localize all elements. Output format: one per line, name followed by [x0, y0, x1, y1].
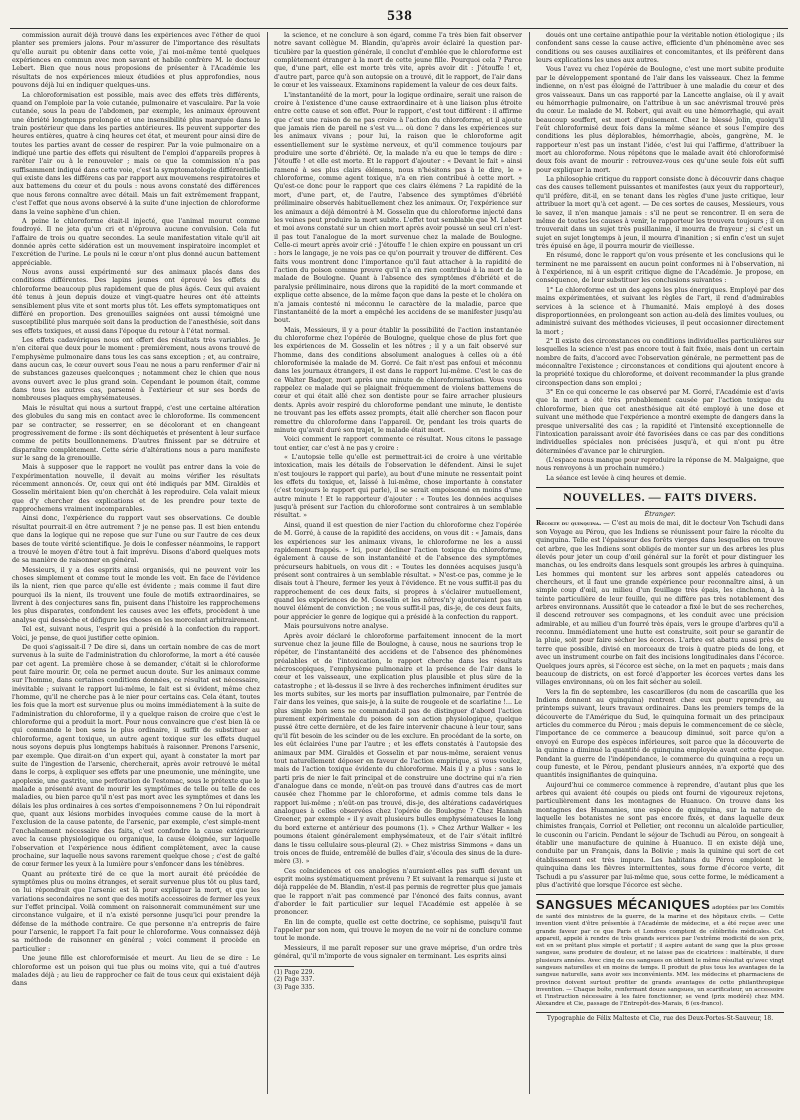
column-divider	[267, 32, 268, 1094]
article-paragraph: La philosophie critique du rapport consiste donc à découvrir dans chaque cas des causes tellement puissantes et manifestes (aux yeux du rapporteur), qu'il préfère, dit-il, en se tenant dans les règles d'une juste critique, leur attribuer la mort qu'à cet agent. — De ces sortes de causes, Messieurs, vous le savez, il n'en manque jamais : s'il ne peut se rencontrer. Il en sera de même de toutes les causes à venir, le rapporteur les trouvera toujours ; il en trouverait dans un sujet très pusillanime, il mourra de frayeur ; si c'est un sujet en sujet longtemps à jeun, il mourra d'inanition ; si enfin c'est un sujet très épuisé en âge, il pourra mourir de vieillesse.	[536, 176, 784, 250]
column-middle-text	[274, 32, 522, 962]
article-paragraph: Nous avons aussi expérimenté sur des animaux placés dans des conditions différentes. Des lapins jeunes ont éprouvé les effets du chloroforme beaucoup plus rapidement que de plus âgés. Ceux qui avaient été tenus à jeun depuis douze et vingt-quatre heures ont été atteints sensiblement plus vite et sont morts plus tôt. Les effets symptomatiques ont différé en proportion. Des grenouilles saignées ont aussi témoigné une susceptibilité plus marquée soit dans la production de l'anesthésie, soit dans ses effets toxiques, et aussi dans l'époque du retour à l'état normal.	[12, 269, 260, 335]
article-paragraph: Quant au prétexte tiré de ce que la mort aurait été précédée de symptômes plus ou moins étranges, et serait survenue plus tôt ou plus tard, on lui répondrait que l'arsenic est là pour expliquer la mort, et que les variations secondaires ne sont que des motifs accessoires de fermer les yeux sur l'effet principal. Voilà comment on raisonnerait communément sur une circonstance vulgaire, et il n'a existé personne jusqu'ici pour prendre la défense de la méthode contraire. Ce que personne n'a entrepris de faire pour l'arsenic, le rapport l'a fait pour le chloroforme. Vous connaissez déjà sa méthode de raisonner en général ; voici comment il procède en particulier :	[12, 870, 260, 953]
advertisement	[536, 894, 784, 1008]
article-paragraph: « L'autopsie telle qu'elle est permettrait-ici de croire à une véritable intoxication, mais les détails de l'observation le défendent. Ainsi le sujet n'est toujours le rapport qui parle), au bout d'une minute ne ressentait point les effets du toxique, et, laissé à lui-même, chose importante à constater (c'est toujours le rapport qui parle), il se serait empoisonné en moins d'une autre minute ! Et le rapporteur d'ajouter : « Toutes les données acquises jusqu'à présent sur l'action du chloroforme sont contraires à un semblable résultat. »	[274, 453, 522, 520]
article-paragraph: Ainsi, quand il est question de nier l'action du chloroforme chez l'opérée de M. Gorré, à cause de la rapidité des accidens, on vous dit : « Jamais, dans les expériences sur les animaux vivans, le chloroforme ne les a aussi rapidement frappés. » Ici, pour décliner l'action toxique du chloroforme, également à cause de son instantanéité et de l'absence des symptômes précurseurs habituels, on vous dit : « Toutes les données acquises jusqu'à présent sont contraires à un semblable résultat. » N'est-ce pas, comme je le disais tout à l'heure, fermer les yeux à l'évidence. Et ne vous suffit-il pas du rapprochement de ces deux faits, si propres à s'éclairer mutuellement, quand les expériences de M. Gosselin et les nôtres'n'y ajouteraient pas un nouvel élément de conviction ; ne vous suffit-il pas, dis-je, de ces deux faits, pour apprécier le genre de logique qui a présidé à la confection du rapport.	[274, 521, 522, 621]
column-divider	[529, 32, 530, 1094]
news-section-subtitle: Étranger.	[644, 509, 676, 518]
article-paragraph: 2° Il existe des circonstances ou conditions individuelles particulières sur lesquelles la science n'est pas encore tout à fait fixée, mais dont un certain nombre de faits, d'accord avec l'observation générale, ne permettent pas de méconnaître l'existence ; circonstances et conditions qui ajoutent encore à la propriété toxique du chloroforme, et doivent recommander la plus grande circonspection dans son emploi ;	[536, 337, 784, 387]
article-paragraph: En lin de compte, quelle est cette doctrine, ce sophisme, puisqu'il faut l'appeler par son nom, qui trouve le moyen de ne voir ni de conclure comme tout le monde.	[274, 918, 522, 943]
article-paragraph: Mais à supposer que le rapport ne voulût pas entrer dans la voie de l'expérimentation nouvelle, il devait au moins vérifier les résultats récemment annoncés. Or, ceux qui ont été indiqués par MM. Giraldès et Gosselin méritaient bien qu'on cherchât à les reproduire. Cela valait mieux que d'y chercher des explications et de les prendre pour texte de rapprochemens vraiment incomparables.	[12, 464, 260, 514]
printer-imprint: Typographie de Félix Malteste et Cie, rue des Deux-Portes-St-Sauveur, 18.	[536, 1012, 784, 1023]
news-paragraph: Vers la fin de septembre, les cascarilleros (du nom de cascarilla que les Indiens donnent au quinquina) rentrent chez eux pour reprendre, au printemps suivant, leurs travaux ordinaires. Dans les premiers temps de la découverte de l'Amérique du Sud, le quinquina formait un des principaux articles du commerce du Pérou ; mais depuis le commencement de ce siècle, l'importance de ce commerce a beaucoup diminué, soit parce qu'on a envoyé en Europe des espèces inférieures, soit parce que la découverte de la quinine a diminué la quantité de quinquina employée avant cette époque. Pendant la guerre de l'indépendance, le commerce du quinquina a reçu un coup funeste, et le Pérou, pendant plusieurs années, n'a exporté que des quantités insignifiantes de quinquina.	[536, 688, 784, 780]
article-paragraph: commission aurait déjà trouvé dans les expériences avec l'éther de quoi planter ses premiers jalons. Pour m'assurer de l'importance des résultats qu'elle aurait pu obtenir dans cette voie, j'ai moi-même tenté quelques expériences en commun avec mon savant et habile confrère M. le docteur Lebert. Bien que nous nous proposions de présenter à l'Académie les résultats de nos expériences mieux étudiées et plus approfondies, nous pouvons déjà lui en indiquer quelques-uns.	[12, 32, 260, 90]
article-paragraph: Après avoir déclaré le chloroforme parfaitement innocent de la mort survenue chez la jeune fille de Boulogne, à cause, nous ne saurions trop le répéter, de l'instantanéité des accidens et de l'absence des phénomènes préalables et de l'intoxication, le rapport cherche dans les résultats nécroscopiques, l'emphysème pulmonaire et la présence de l'air dans le cœur et les vaisseaux, une explication plus plausible et plus sûre de la catastrophe ; et là-dessus il se livre à des recherches infiniment érudites sur les morts subites, sur les morts par insufflation pulmonaire, par l'entrée de l'air dans les veines, que sais-je, à la suite de rougeole et de scarlatine !... Le plus simple bon sens ne commandait-il pas de distinguer d'abord l'action purement expérimentale du poison de son action physiologique, quelque pussé être cette dernière, et de les faire intervenir chacune à leur tour, sans qu'il fût besoin de les scinder ou de les exclure. En procédant de la sorte, on les eût éclairées l'une par l'autre ; et les effets constatés à l'autopsie des animaux par MM. Giraldès et Gosselin et par nous-même, seraient venus tout naturellement déposer en faveur de l'action empirique, si vous voulez, mais de l'action toxique évidente du chloroforme. Mais il y a plus : sans le parti pris de nier le fait principal et de construire une doctrine qui n'a rien d'analogue dans ce monde, n'eût-on pas trouvé dans d'autres cas de mort causée chez l'homme par le chloroforme, et admis comme tels dans le rapport lui-même ; n'eût-on pas trouvé, dis-je, des altérations cadavériques analogues à celles observées chez l'opérée de Boulogne ? Chez Hannah Greener, par exemple « il y avait plusieurs bulles emphysémateuses le long du bord externe et antérieur des poumons (1). » Chez Arthur Walker « les poumons étaient généralement emphysémateux, et de l'air s'était infiltré dans le tissu cellulaire sous-pleural (2). » Chez mistriss Simmons « dans un trois onces de fluide, entremêlé de bulles d'air, s'écoula des sinus de la dure-mère (3). »	[274, 632, 522, 866]
advertisement-body	[536, 897, 784, 1008]
news-paragraph: Aujourd'hui ce commerce commence à reprendre, d'autant plus que les arbres qui avaient été coupés ou pieds ont fourni de vigoureux rejetons, particulièrement dans les montagnes de Huanuco. On trouve dans les montagnes des Huamanies, une espèce de quinquina, sur la nature de laquelle les botanistes ne sont pas encore fixés, et dans laquelle deux chimistes français, Corriol et Pelletier, ont reconnu un alcaloïde particulier, le cusconin ou l'aricin. Pendant le séjour de Tschudi au Pérou, on songeait à établir une manufacture de quinine à Huanuco. Il en existe déjà une, conduite par un Français, dans la Bolivie ; mais la quinine qui sort de cet établissement est très impure. Les habitans du Pérou emploient le quinquina dans les fièvres intermittentes, sous forme d'écorce verte, dit Tschudi a pu s'assurer par lui-même que, sous cette forme, le médicament a plus d'activité que lorsque l'écorce est sèche.	[536, 781, 784, 889]
footnotes	[274, 966, 354, 993]
news-paragraph: — C'est au mois de mai, dit le docteur Von Tschudi dans son Voyage au Pérou, que les Indiens se réunissent pour faire la récolte du quinquina. Telle est l'épaisseur des forêts vierges dans lesquelles on trouve cet arbre, que les Indiens sont obligés de monter sur un des arbres les plus élevés pour jeter un coup d'œil général sur la forêt et pour distinguer les manchas, ou les endroits dans lesquels sont groupés les arbres à quinquina. Les hommes qui montent sur les arbres sont appelés cateadores ou chercheurs, et il faut une grande expérience pour reconnaître ainsi, à un simple coup d'œil, au milieu d'un feuillage très épais, les cinchona, à la teinte particulière de leur feuille, qui ne diffère pas très notablement des arbres environnans. Aussitôt que le cateador a fixé le but de ses recherches, il descend retrouver ses compagnons, et les conduit avec une précision admirable, et au milieu d'un fourré très épais, vers le groupe d'arbres qu'il a reconnu. Immédiatement une hutte est construite, soit pour se garantir de la pluie, soit pour faire sécher les écorces. L'arbre est abattu aussi près de terre que possible, divisé en morceaux de trois à quatre pieds de long, et avec un instrument courbe on fait des incisions longitudinales dans l'écorce. Quelques jours après, si l'écorce est sèche, on la met en paquets ; mais dans beaucoup de districts, on est forcé d'apporter les écorces vertes dans les villages environnans, où on les fait sécher au soleil.	[536, 520, 784, 687]
news-lead: Récolte du quinquina.	[536, 520, 602, 528]
advertisement-title: SANGSUES MÉCANIQUES	[536, 897, 711, 913]
article-paragraph: (L'espace nous manque pour reproduire la réponse de M. Malgaigne, que nous renvoyons à un prochain numéro.)	[536, 456, 784, 473]
article-paragraph: Ainsi donc, l'expérience du rapport vaut ses observations. Ce double résultat pourrait-il en être autrement ? je ne pense pas. Il est bien entendu que dans la logique qui ne repose que sur l'une ou sur l'autre de ces deux bases de toute vérité scientifique. Je dois le confesser néanmoins, le rapport a trouvé le moyen d'être tout à fait imprévu. Disons d'abord quelques mots de sa manière de raisonner en général.	[12, 515, 260, 565]
article-paragraph: 1° Le chloroforme est un des agens les plus énergiques. Employé par des mains expérimentées, et suivant les règles de l'art, il rend d'admirables services à la science et à l'humanité. Mais employé à des doses disproportionnées, en prolongeant son action au-delà des limites voulues, ou administré suivant des méthodes vicieuses, il peut occasionner directement la mort ;	[536, 286, 784, 336]
column-middle	[274, 32, 522, 1094]
article-paragraph: La chloroformisation est possible, mais avec des effets très différents, quand on l'emploie par la voie cutanée, pulmonaire et vasculaire. Par la voie cutanée, sous la peau de l'abdomen, par exemple, les animaux éprouvent une ébriété longtemps prolongée et une insensibilité plus marquée dans le train postérieur que dans les parties antérieures. Ils peuvent supporter des heures entières, quatre à cinq heures cet état, et meurent pour ainsi dire de toutes les parties avant de cesser de respirer. Par la voie pulmonaire on a indiqué une partie des effets qui résultent de l'emploi d'appareils propres à rarêter l'air ou à le renouveler ; mais ce que la commission n'a pas suffisamment indiqué dans cette voie, c'est la symptomatologie différentielle qui existe dans les différens cas par rapport aux mouvemens respiratoires et aux battemens du cœur et du pouls : nous avons constaté des différences que nous ferons connaître avec détail. Mais un fait extrêmement frappant, c'est l'effet que nous avons observé à la suite d'une injection de chloroforme dans la veine saphène d'un chien.	[12, 91, 260, 216]
article-paragraph: La séance est levée à cinq heures et demie.	[546, 474, 687, 482]
article-paragraph: Mais, Messieurs, il y a pour établir la possibilité de l'action instantanée du chloroforme chez l'opérée de Boulogne, quelque chose de plus fort que les expériences de M. Gosselin et les nôtres ; il y a un fait observé sur l'homme, dans des conditions absolument analogues à celles où a été chloroformisée la malade de M. Gorré. Ce fait n'est pas enfoui et méconnu dans les journaux étrangers, il est dans le rapport lui-même. C'est le cas de ce Walter Badger, mort après une minute de chloroformisation. Vous vous rappelez ce malade qui se plaignait fréquemment de violens battemens de cœur et qui était allé chez son dentiste pour se faire arracher plusieurs dents. Après avoir respiré du chloroforme pendant une minute, le dentiste ne trouvant pas les effets assez prompts, était allé chercher son flacon pour remettre du chloroforme dans l'appareil. Or, pendant les trois quarts de minute qu'avait duré son trajet, le malade était mort.	[274, 326, 522, 434]
footnote: (3) Page 335.	[274, 984, 315, 992]
news-lead-paragraph	[536, 520, 784, 687]
header-rule	[10, 28, 788, 29]
article-paragraph: Tel est, suivant nous, l'esprit qui a présidé à la confection du rapport. Voici, je pense, de quoi justifier cette opinion.	[12, 626, 260, 642]
article-paragraph: Vous l'avez vu chez l'opérée de Boulogne, c'est une mort subite produite par le développement spontané de l'air dans les vaisseaux. Chez la femme indienne, on n'est pas éloigné de l'attribuer à une maladie du cœur et des gros vaisseaux. Dans un cas rapporté par la Lancette anglaise, où il y avait eu hémorrhagie pulmonaire, on l'attribue à un sac anévrismal trouvé près du cœur. Le malade de M. Robert, qui avait eu une hémorrhagie, qui avait beaucoup souffert, est mort d'épuisement. Chez le blessé Jolin, quoiqu'il l'eût chloroformisé deux fois dans la même séance et sous l'empire des conditions les plus déplorables, hémorrhagie, abcès, gangrène, M. le rapporteur n'est pas un instant l'idée, c'est lui qui l'affirme, d'attribuer la mort au chloroforme. Nous répétons que le malade avait été chloroformisé deux fois avant de mourir : retrouvez-vous ces qu'une seule fois eût suffi pour expliquer la mort.	[536, 66, 784, 174]
page-number: 538	[387, 8, 413, 24]
article-paragraph: Une jeune fille est chloroformisée et meurt. Au lieu de se dire : Le chloroforme est un poison qui tue plus ou moins vite, qui a tué d'autres malades déjà ; au lieu de rapprocher ce fait de tous ceux qui existaient déjà dans	[12, 955, 260, 988]
article-paragraph: Ces coïncidences et ces analogies n'auraient-elles pas suffi devant un esprit moins systématiquement prévenu ? Et suivant la remarque si juste et déjà rappelée de M. Blandin, n'est-il pas permis de regretter plus que jamais que le rapport n'ait pas commencé par l'énoncé des faits connus, avant d'aborder le fait particulier sur lequel l'Académie est appelée à se prononcer.	[274, 867, 522, 917]
article-paragraph: A peine le chloroforme était-il injecté, que l'animal mourut comme foudroyé. Il ne jeta qu'un cri et n'éprouva aucune convulsion. Cela fut l'affaire de trois ou quatre secondes. La seule manifestation vitale qu'il ait donnée après cette sidération est un mouvement inspiratoire incomplet et l'excrétion de l'urine. Le pouls ni le cœur n'ont plus donné aucun battement appréciable.	[12, 217, 260, 267]
article-paragraph: Messieurs, il me paraît reposer sur une grave méprise, d'un ordre très général, qu'il m'importe de vous signaler en terminant. Les esprits ainsi	[274, 944, 522, 961]
column-right-text	[536, 32, 784, 483]
news-section-title: NOUVELLES. — FAITS DIVERS.	[536, 487, 784, 509]
article-paragraph: Les effets cadavériques nous ont offert des résultats très variables. Je n'en citerai que deux pour le moment : premièrement, nous avons trouvé de l'emphysème pulmonaire dans tous les cas sans exception ; et, au contraire, dans aucun cas, le cœur ouvert sous l'eau ne nous a paru renfermer d'air ni de substances gazeuses quelconques ; notamment chez le chien que nous avons ouvert avec le plus grand soin. Cependant le poumon était, comme dans tous les autres cas, parsemé à l'extérieur et sur ses bords de nombreuses plaques emphysémateuses.	[12, 336, 260, 403]
article-paragraph: Voici comment le rapport commente ce résultat. Nous citons le passage tout entier, car c'est à ne pas y croire :	[274, 436, 522, 452]
article-paragraph: Mais le résultat qui nous a surtout frappé, c'est une certaine altération des globules du sang mis en contact avec le chloroforme. Ils commencent par se contracter, se resserrer, en se décolorant et en changeant progressivement de forme : ils sont déchiquetés et présentent à leur surface comme de petits bouillonnemens. D'autres finissent par se détruire et disparaître complètement. Cette série d'altérations nous a paru manifeste sur le sang de la grenouille.	[12, 404, 260, 462]
footnote: (1) Page 229.	[274, 968, 315, 976]
article-paragraph: 3° En ce qui concerne le cas observé par M. Gorré, l'Académie est d'avis que la mort a été très probablement causée par l'action toxique du chloroforme, bien que cet anesthésique ait été employé à une dose et suivant une méthode que l'expérience a montré exempte de dangers dans la presque universalité des cas ; la rapidité et l'intensité exceptionnelle de l'intoxication paraissant avoir été favorisées dans ce cas par des conditions individuelles spéciales non précisées jusqu'à, et qui n'ont pu être déterminées d'avance par le chirurgien.	[536, 389, 784, 455]
column-right	[536, 32, 784, 1094]
article-paragraph: En résumé, donc le rapport qu'on vous présente et les conclusions qui le terminent ne me paraissent en aucun point conformes ni à l'observation, ni à l'expérience, ni à un esprit critique digne de l'Académie. Je propose, en conséquence, de leur substituer les conclusions suivantes :	[536, 252, 784, 285]
footnote: (2) Page 337.	[274, 976, 315, 984]
column-left	[12, 32, 260, 1094]
article-paragraph: la science, et ne conclure à son égard, comme l'a très bien fait observer notre savant collègue M. Blandin, qu'après avoir éclairé la question par-ticulière par la question générale, il conclut d'emblée que le chloroforme est complètement étranger à la mort de cette jeune fille. Pourquoi cela ? Parce que, d'une part, elle est morte très vite, après avoir dit : J'étouffe ! et, d'autre part, parce qu'à son autopsie on a trouvé, dit le rapport, de l'air dans le cœur et les vaisseaux. Examinons rapidement la valeur de ces deux faits.	[274, 32, 522, 90]
article-paragraph: Messieurs, il y a des esprits ainsi organisés, qui ne peuvent voir les choses simplement et comme tout le monde les voit. En face de l'évidence ils la nient, rien que parce qu'elle est évidente ; mais comme il faut dire pourquoi ils la nient, ils trouvent une foule de motifs extraordinaires, se livrent à des conjectures sans fin, puisent dans l'histoire les rapprochemens les plus disparates, confondent les causes avec les effets, procèdent à une analyse qui dessèche et défigure les choses en les morcelant arbitrairement.	[12, 566, 260, 624]
article-paragraph: Mais poursuivons notre analyse.	[284, 623, 389, 631]
article-paragraph: doués ont une certaine antipathie pour la véritable notion étiologique ; ils confondent sans cesse la cause active, efficiente d'un phénomène avec ses conditions ou ses causes auxiliaires et concomitantes, et ils préfèrent dans leurs explications les unes aux autres.	[536, 32, 784, 65]
article-paragraph: L'instantanéité de la mort, pour la logique ordinaire, serait une raison de croire à l'existence d'une cause extraordinaire et à une liaison plus étroite entre cette cause et son effet. Pour le rapport, c'est tout différent : il affirme que c'est une raison de ne pas croire à l'action du chloroforme, et il ajoute que jamais rien de pareil ne s'est vu.... où donc ? dans les expériences sur les animaux vivans ; pour lui, la raison que le chloroforme agit essentiellement sur le système nerveux, et qu'il commence toujours par produire une sorte d'ébriété. Or, la malade n'a eu que le temps de dire : J'étouffe ! et elle est morte. Et le rapport d'ajouter : « Devant le fait » ainsi ramené à ses plus clairs élémens, nous n'hésitons pas à le dire, le » chloroforme, comme agent toxique, n'a en rien contribué à cette mort. » Qu'est-ce donc pour le rapport que ces clairs élémens ? La rapidité de la mort, d'une part, et, de l'autre, l'absence des symptômes d'ébriété préliminaire observés habituellement chez les animaux. Or, l'expérience sur les animaux a déjà démontré à M. Gosselin que du chloroforme injecté dans les veines peut produire la mort subite. L'effet tout semblable que M. Lebert et moi avons constaté sur un chien mort après avoir poussé un seul cri n'est-il pas tout l'analogue de la mort survenue chez la malade de Boulogne. Celle-ci meurt après avoir crié : J'étouffe ! le chien expire en poussant un cri : hors le langage, je ne vois pas ce qu'on pourrait y trouver de différent. Ces faits vous montrent donc l'importance qu'il faut attacher à la rapidité de l'action du poison comme preuve qu'il n'a en rien contribué à la mort de la malade de Boulogne. Quant à l'absence des symptômes d'ébriété et de paralysie préliminaire, nous dirons que la rapidité de la mort commande et explique cette absence, de la même façon que dans la peste et le choléra on n'a jamais contesté ni méconnu le caractère de la maladie, parce que l'instantanéité de la mort a empêché les accidens de se manifester jusqu'au bout.	[274, 91, 522, 325]
article-paragraph: De quoi s'agissait-il ? De dire si, dans un certain nombre de cas de mort survenus à la suite de l'administration du chloroforme, la mort a été causée par cet agent. La première chose à se demander, c'était si le chloroforme peut faire mourir. Or, cela ne permet aucun doute. Sur les animaux comme sur l'homme, dans certaines conditions données, ce résultat est nécessaire, inévitable ; suivant le rapport lui-même, le fait est si évident, même chez l'homme, qu'il ne cherche pas à le nier pour certains cas. Cela étant, toutes les fois que la mort est survenue plus ou moins immédiatement à la suite de l'administration du chloroforme, il y a quelque raison de croire que c'est le chloroforme qui a produit la mort. Pour nous convaincre que c'est bien là ce qui commande le bon sens le plus ordinaire, il suffit de substituer au chloroforme, agent toxique, un autre agent toxique sur les effets duquel nous soyons depuis plus longtemps habitués à raisonner. Prenons l'arsenic, par exemple. Que dirait-on d'un expert qui, ayant à constater la mort par suite de l'ingestion de l'arsenic, chercherait, après avoir retrouvé le métal dans le corps, à expliquer ses effets par une pneumonie, une méningite, une apoplexie, une gastrite, une perforation de l'estomac, sous le prétexte que le malade a présenté avant de mourir les symptômes de telle ou telle de ces maladies, ou bien parce qu'il n'est pas mort avec les symptômes et dans les délais les plus ordinaires à ces sortes d'empoisonnemens ? On lui répondrait que, quant aux lésions morbides invoquées comme cause de la mort à l'exclusion de la cause patente, de l'arsenic, par exemple, c'est simple-ment l'enchaînement nécessaire des faits, c'est confondre la cause extérieure avec la cause physiologique ou organique, la cause éloignée, sur laquelle l'observation et l'expérience nous édifient complètement, avec la cause prochaine, sur laquelle nous savons rarement quelque chose ; c'est de gaîté de cœur fermer les yeux à la lumière pour s'enfoncer dans les ténèbres.	[12, 643, 260, 869]
advertisement-text: adoptées par les Comités de santé des ministres de la guerre, de la marine et des hôpitaux civils. — Cette invention vient d'être présentée à l'Académie de médecine, et a été reçue avec une grande faveur par ce que Paris et Londres comptent de célébrités médicales. Cet appareil, appelé à rendre de très grands services par l'extrême modicité de son prix, est en se prêtant plus simple et portatif ; il aspire autant de sang que la plus grosse sangsue, sans produire de douleur, et ne laisse pas de cicatrices : inaltérable, il dure plusieurs années. Avec cinq de ces sangsues on obtient le même résultat qu'avec vingt sangsues naturelles et en moins de temps. Il produit de plus tous les avantages de la sangsue naturelle, sans avoir ses inconvénients. MM. les médecins et pharmaciens de province doivent surtout profiter de grands avantages de cette philanthropique invention. — Chaque boîte, renfermant douze sangsues, un scarificateur, un accessoire et l'instruction nécessaire à les faire fonctionner, se vend (prix modéré) chez MM. Alexandre et Cie, passage de l'Entrepôt-des-Marais, 6 (ex-franco).	[536, 905, 784, 1008]
